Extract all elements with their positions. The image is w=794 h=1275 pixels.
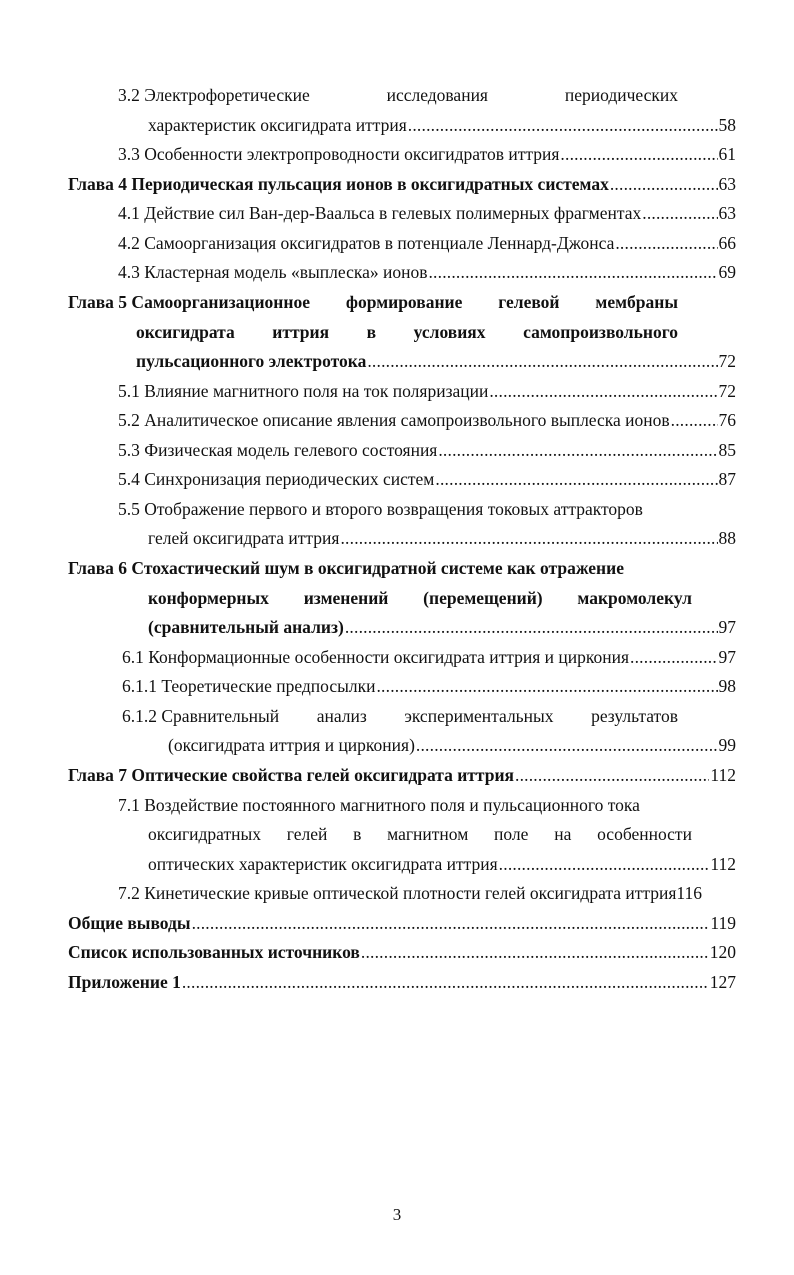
toc-entry-6-1: 6.1 Конформационные особенности оксигидрата иттрия и циркония ..... 97 bbox=[122, 646, 736, 668]
toc-entry-7-1-line3: оптических характеристик оксигидрата иттрия ..... 112 bbox=[148, 853, 736, 875]
toc-entry-6-1-1: 6.1.1 Теоретические предпосылки ..... 98 bbox=[122, 675, 736, 697]
page-ref: 112 bbox=[710, 765, 736, 785]
toc-chapter-4: Глава 4 Периодическая пульсация ионов в оксигидратных системах ..... 63 bbox=[68, 173, 736, 195]
toc-entry-7-1-line1: 7.1 Воздействие постоянного магнитного поля и пульсационного тока bbox=[118, 795, 640, 815]
page-ref: 87 bbox=[718, 469, 736, 489]
toc-chapter-7: Глава 7 Оптические свойства гелей оксигидрата иттрия ..... 112 bbox=[68, 764, 736, 786]
toc-entry-5-4: 5.4 Синхронизация периодических систем ..... 87 bbox=[118, 468, 736, 490]
toc-chapter-5-line3: пульсационного электротока ..... 72 bbox=[136, 350, 736, 372]
page-ref: 112 bbox=[710, 854, 736, 874]
toc-entry-5-2: 5.2 Аналитическое описание явления самопроизвольного выплеска ионов ..... 76 bbox=[118, 409, 736, 431]
page-ref: 76 bbox=[718, 410, 736, 430]
toc-chapter-6-line2: конформерных изменений (перемещений) макромолекул bbox=[148, 588, 692, 608]
toc-references: Список использованных источников ..... 120 bbox=[68, 941, 736, 963]
toc-entry-4-2: 4.2 Самоорганизация оксигидратов в потенциале Леннард-Джонса ..... 66 bbox=[118, 232, 736, 254]
page-ref: 120 bbox=[709, 942, 736, 962]
toc-entry-5-5-line2: гелей оксигидрата иттрия ..... 88 bbox=[148, 527, 736, 549]
page-ref: 63 bbox=[718, 174, 736, 194]
toc-appendix: Приложение 1 ..... 127 bbox=[68, 971, 736, 993]
page-ref: 97 bbox=[718, 647, 736, 667]
page-ref: 127 bbox=[709, 972, 736, 992]
page-ref: 61 bbox=[718, 144, 736, 164]
page-ref: 58 bbox=[718, 115, 736, 135]
toc-chapter-6-line1: Глава 6 Стохастический шум в оксигидратной системе как отражение bbox=[68, 558, 624, 578]
page-ref: 72 bbox=[718, 351, 736, 371]
page-ref: 88 bbox=[718, 528, 736, 548]
toc-entry-5-1: 5.1 Влияние магнитного поля на ток поляризации ..... 72 bbox=[118, 380, 736, 402]
toc-chapter-5-line1: Глава 5 Самоорганизационное формирование гелевой мембраны bbox=[68, 292, 678, 312]
page-ref: 119 bbox=[710, 913, 736, 933]
toc-entry-4-1: 4.1 Действие сил Ван-дер-Ваальса в гелевых полимерных фрагментах ..... 63 bbox=[118, 202, 736, 224]
toc-entry-4-3: 4.3 Кластерная модель «выплеска» ионов ..... 69 bbox=[118, 261, 736, 283]
toc-entry-7-1-line2: оксигидратных гелей в магнитном поле на особенности bbox=[148, 824, 692, 844]
page-ref: 72 bbox=[718, 381, 736, 401]
toc-conclusions: Общие выводы ..... 119 bbox=[68, 912, 736, 934]
page-ref: 69 bbox=[718, 262, 736, 282]
toc-entry-6-1-2-line1: 6.1.2 Сравнительный анализ экспериментальных результатов bbox=[122, 706, 678, 726]
page-ref: 85 bbox=[718, 440, 736, 460]
page-number: 3 bbox=[392, 1205, 402, 1224]
page-ref: 66 bbox=[718, 233, 736, 253]
page-ref: 99 bbox=[718, 735, 736, 755]
toc-entry-5-3: 5.3 Физическая модель гелевого состояния ..... 85 bbox=[118, 439, 736, 461]
toc-entry-3-2-line2: характеристик оксигидрата иттрия ..... 58 bbox=[148, 114, 736, 136]
toc-entry-3-2-line1: 3.2 Электрофоретические исследования периодических bbox=[118, 85, 678, 105]
toc-entry-3-3: 3.3 Особенности электропроводности оксигидратов иттрия ..... 61 bbox=[118, 143, 736, 165]
toc-entry-7-2: 7.2 Кинетические кривые оптической плотности гелей оксигидрата иттрия116 bbox=[118, 883, 703, 903]
page-ref: 98 bbox=[718, 676, 736, 696]
toc-entry-6-1-2-line2: (оксигидрата иттрия и циркония) ..... 99 bbox=[168, 734, 736, 756]
toc-chapter-6-line3: (сравнительный анализ) ..... 97 bbox=[148, 616, 736, 638]
toc-entry-5-5-line1: 5.5 Отображение первого и второго возвращения токовых аттракторов bbox=[118, 499, 643, 519]
toc-chapter-5-line2: оксигидрата иттрия в условиях самопроизвольного bbox=[136, 322, 678, 342]
page-ref: 63 bbox=[718, 203, 736, 223]
page-ref: 97 bbox=[718, 617, 736, 637]
